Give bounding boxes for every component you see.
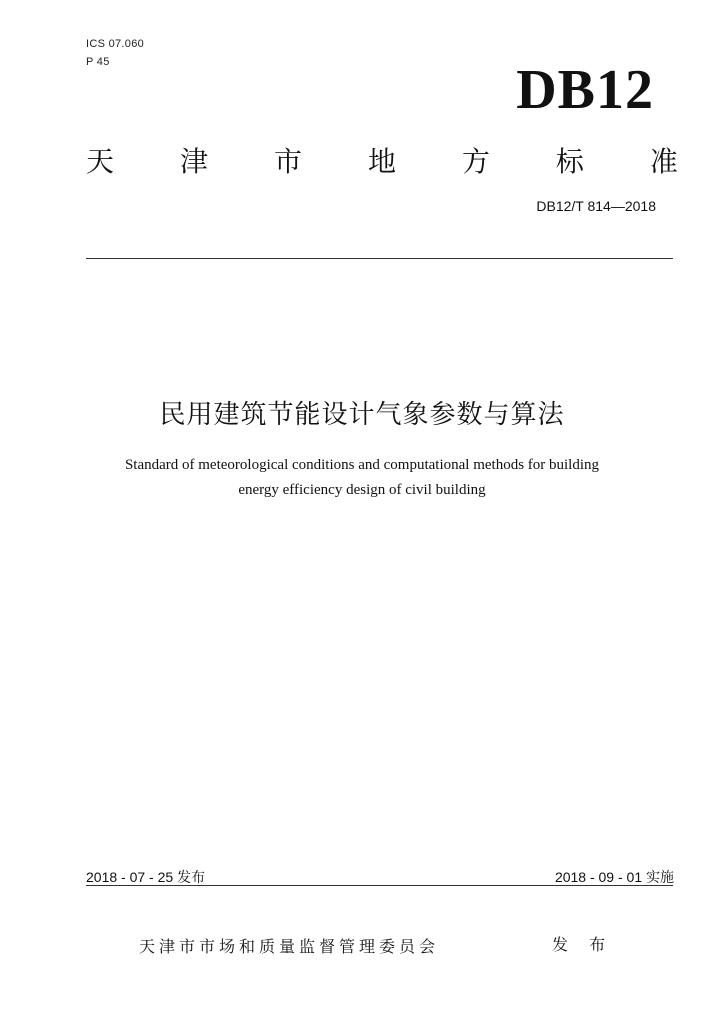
document-title-chinese: 民用建筑节能设计气象参数与算法 — [159, 400, 565, 430]
standard-type-char: 地 — [367, 145, 396, 178]
standard-type-char: 标 — [555, 145, 584, 178]
top-divider — [86, 258, 673, 259]
publisher-name: 天津市市场和质量监督管理委员会 — [139, 937, 440, 956]
document-title-english-line2: energy efficiency design of civil building — [238, 482, 486, 498]
issue-date: 2018 - 07 - 25 发布 — [86, 869, 206, 885]
implementation-date: 2018 - 09 - 01 实施 — [554, 869, 674, 885]
publish-label: 发 布 — [552, 935, 614, 954]
classification-code: P 45 — [86, 56, 110, 68]
db12-logo: DB12 — [516, 59, 654, 121]
standard-type-heading — [86, 140, 678, 180]
document-title-english-line1: Standard of meteorological conditions and computational methods for building — [124, 457, 600, 473]
standard-type-char: 市 — [273, 145, 302, 178]
standard-type-char: 天 — [86, 145, 115, 178]
ics-code: ICS 07.060 — [86, 38, 145, 50]
standard-number: DB12/T 814—2018 — [536, 198, 656, 214]
standard-type-char: 准 — [649, 145, 678, 178]
standard-type-char: 津 — [179, 145, 208, 178]
bottom-divider — [86, 885, 673, 886]
standard-type-char: 方 — [461, 145, 490, 178]
